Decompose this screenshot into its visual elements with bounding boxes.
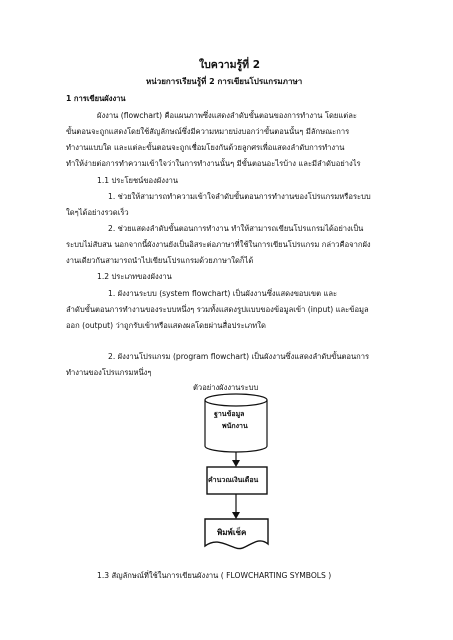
database-label: พนักงาน — [222, 422, 248, 430]
list-item: 1. ผังงานระบบ (system flowchart) เป็นผังงานซึ่งแสดงขอบเขต และ — [108, 289, 338, 298]
subsection-heading: 1.3 สัญลักษณ์ที่ใช้ในการเขียนผังงาน ( FLOWCHARTING SYMBOLS ) — [97, 571, 332, 580]
process-label: คำนวณเงินเดือน — [208, 476, 259, 484]
section-heading: 1 การเขียนผังงาน — [66, 94, 126, 103]
paragraph-line: ทำงานแบบใด และแต่ละขั้นตอนจะถูกเชื่อมโยงกันด้วยลูกศรเพื่อแสดงลำดับการทำงาน — [66, 143, 345, 152]
paragraph-line: ขั้นตอนจะถูกแสดงโดยใช้สัญลักษณ์ซึ่งมีความหมายบ่งบอกว่าขั้นตอนนั้นๆ มีลักษณะการ — [66, 127, 350, 136]
list-item: ระบบไม่สับสน นอกจากนี้ผังงานยังเป็นอิสระต่อภาษาที่ใช้ในการเขียนโปรแกรม กล่าวคือจากผัง — [66, 240, 371, 249]
flow-arrow — [232, 494, 240, 519]
flow-arrow — [232, 452, 240, 467]
page-title: ใบความรู้ที่ 2 — [199, 59, 261, 71]
list-item: 2. ช่วยแสดงลำดับขั้นตอนการทำงาน ทำให้สามารถเขียนโปรแกรมได้อย่างเป็น — [108, 224, 364, 233]
subsection-heading: 1.1 ประโยชน์ของผังงาน — [97, 176, 179, 185]
subsection-heading: 1.2 ประเภทของผังงาน — [97, 272, 172, 281]
list-item: ลำดับขั้นตอนการทำงานของระบบหนึ่งๆ รวมทั้งแสดงรูปแบบของข้อมูลเข้า (input) และข้อมูล — [66, 305, 369, 314]
list-item: ออก (output) ว่าถูกรับเข้าหรือแสดงผลโดยผ่านสื่อประเภทใด — [66, 321, 266, 330]
database-label: ฐานข้อมูล — [214, 410, 245, 418]
list-item: ทำงานของโปรแกรมหนึ่งๆ — [66, 368, 152, 377]
output-label: พิมพ์เช็ค — [217, 528, 247, 537]
paragraph-line: ทำให้ง่ายต่อการทำความเข้าใจว่าในการทำงานนั้นๆ มีขั้นตอนอะไรบ้าง และมีลำดับอย่างไร — [66, 159, 361, 168]
diagram-caption: ตัวอย่างผังงานระบบ — [193, 383, 259, 392]
page-subtitle: หน่วยการเรียนรู้ที่ 2 การเขียนโปรแกรมภาษา — [146, 77, 303, 86]
list-item: 2. ผังงานโปรแกรม (program flowchart) เป็นผังงานซึ่งแสดงลำดับขั้นตอนการ — [108, 352, 370, 361]
paragraph-line: ผังงาน (flowchart) คือแผนภาพซึ่งแสดงลำดับขั้นตอนของการทำงาน โดยแต่ละ — [97, 111, 357, 120]
list-item: งานเดียวกันสามารถนำไปเขียนโปรแกรมด้วยภาษาใดก็ได้ — [66, 256, 254, 265]
list-item: 1. ช่วยให้สามารถทำความเข้าใจลำดับขั้นตอนการทำงานของโปรแกรมหรือระบบ — [108, 192, 371, 201]
list-item: ใดๆได้อย่างรวดเร็ว — [66, 208, 129, 217]
